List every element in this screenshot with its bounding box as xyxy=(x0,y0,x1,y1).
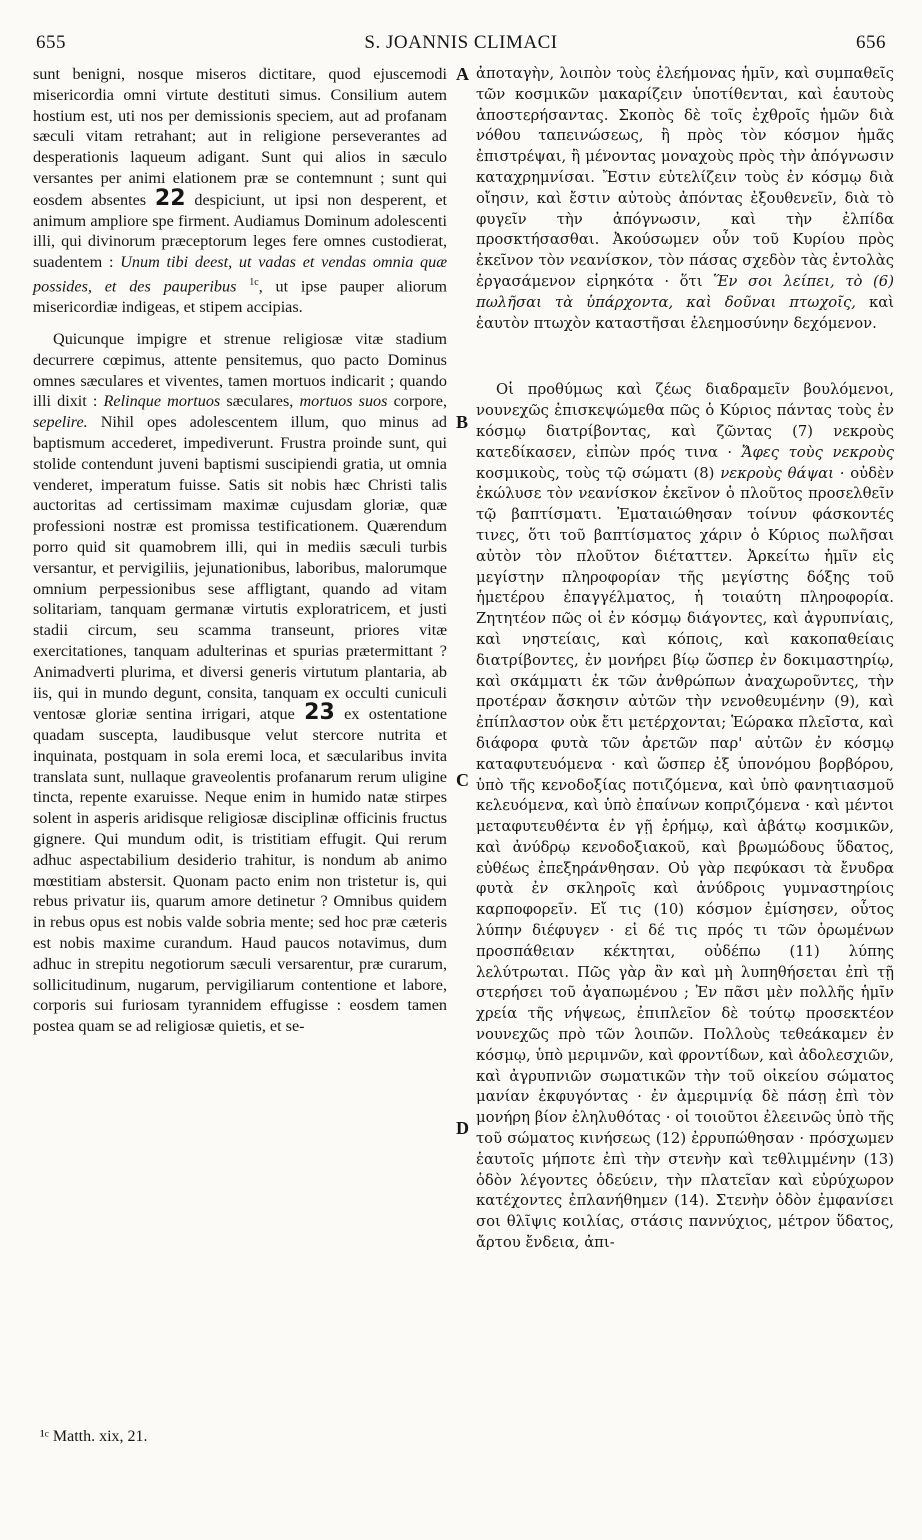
footnote-reference: 1c xyxy=(249,276,259,288)
margin-number-22: 22 xyxy=(154,185,186,211)
latin-text: ex ostentatione quadam suscepta, laudibusque velut stercore nutrita et inquinata, postquam in sola eremi loca, et sæcularibus invita translata sunt, nullaque graveolentis profanarum rerum uligine tincta, repente exaruisse. Neque enim in humido natæ stirpes solent in asperis aridisque religiosæ disciplinæ officinis fructus gignere. Qui mundum odit, is tristitiam effugit. Qui rerum adhuc aspectabilium desiderio trahitur, is nondum ab animo mœstitiam abstersit. Quonam pacto enim non tristetur is, qui rebus privatur iis, quarum amore detinetur ? Omnibus quidem in rebus opus est nobis valde sobria mente; sed hoc præ cæteris est nobis maxime curandum. Haud paucos notavimus, dum adhuc in strepitu negotiorum sæculi versarentur, præ curarum, sollicitudinum, nugarum, pervigiliarum contentione et labore, corporis sui furiosam tyrannidem effugisse : eosdem tamen postea quam se ad religiosæ quietis, et se- xyxy=(33,705,448,1036)
margin-letter-a: A xyxy=(456,64,469,84)
margin-letter-b: B xyxy=(456,412,469,432)
greek-text: Οἱ προθύμως καὶ ζέως διαδραμεῖν βουλόμενοι, νουνεχῶς ἐπισκεψώμεθα πῶς ὁ Κύριος πάντας τοὺς ἐν κόσμῳ διατρίβοντας, καὶ ζῶντας (7) νεκροὺς κατεδίκασεν, εἰπὼν πρός τινα · xyxy=(476,381,894,461)
latin-text: sunt benigni, nosque miseros dictitare, quod ejuscemodi misericordia omni virtute destituti simus. Consilium autem hostium est, uti nos per demissionis speciem, aut ad profanam sæculi vitam retrahant; aut in religione perseverantes ad desperationis laqueum adigant. Sunt qui alios in sæculo versantes per animi elationem præ se contemnunt ; sunt qui eosdem absentes xyxy=(33,65,447,209)
running-title: S. JOANNIS CLIMACI xyxy=(364,32,558,53)
greek-text: ἀποταγὴν, λοιπὸν τοὺς ἐλεήμονας ἡμῖν, καὶ συμπαθεῖς τῶν κοσμικῶν μακαρίζειν ὑποτίθενται, καὶ ἑαυτοὺς ἀποστερήσαντας. Σκοπὸς δὲ τοῖς ἐχθροῖς ἡμῶν διὰ νόθου ταπεινώσεως, ἢ πρὸς τὸν κόσμον ἡμᾶς ἐπιστρέψαι, ἢ μένοντας μοναχοὺς πρὸς τὴν ἀπόγνωσιν καταχρημνίσαι. Ἔστιν εὐτελίζειν τοὺς ἐν κόσμῳ διὰ οἴησιν, καὶ ἔστιν αὐτοὺς ἀπόντας ἐξουθενεῖν, διὰ τὸ φυγεῖν τὴν ἀπόγνωσιν, καὶ τὴν ἐλπίδα προσκτήσασθαι. Ἀκούσωμεν οὖν τοῦ Κυρίου πρὸς ἐκεῖνον τὸν νεανίσκον, τὸν πάσας σχεδὸν τὰς ἐντολὰς ἐργασάμενον εἰρηκότα · ὅτι xyxy=(476,65,894,290)
greek-scripture-quote: Ἄφες τοὺς νεκροὺς xyxy=(741,443,894,461)
greek-text: οὐδὲν ἐκώλυσε τὸν νεανίσκον ἐκεῖνον ὁ πλοῦτος προσελθεῖν τῷ βαπτίσματι. Ἐματαιώθησαν τοίνυν φάσκοντές τινες, ὅτι τοῦ βαπτίσματος χάριν ὁ Κύριος πωλῆσαι αὐτὸν τὸν πλοῦτον διέταττεν. Ἀρκείτω ἡμῖν εἰς μεγίστην πληροφορίαν τῆς μεγίστης δόξης τοῦ ἡμετέρου ἐπαγγέλματος, ἡ τοιαύτη πληροφορία. Ζητητέον πῶς οἱ ἐν κόσμῳ διάγοντες, καὶ ἀγρυπνίαις, καὶ νηστείαις, καὶ κόποις, καὶ κακοπαθείαις διατρίβοντες, ἐν μονήρει βίῳ ὥσπερ ἐν δοκιμαστηρίῳ, καὶ σκάμματι ἐκ τῶν ἀνθρώπων ἀναχωροῦντες, τὴν προτέραν ἄσκησιν αὐτῶν τὴν νενοθευμένην (9), καὶ ἐπίπλαστον οὐκ ἔτι μετέρχονται; Ἑώρακα πλεῖστα, καὶ διάφορα φυτὰ τῶν ἀρετῶν παρ' αὐτῶν ἐν κόσμῳ καταφυτευόμενα · καὶ ὥσπερ ἐξ ὑπονόμου βορβόρου, ὑπὸ τῆς κενοδοξίας ποτιζόμενα, καὶ ὑπὸ φανητιασμοῦ κελευόμενα, καὶ ὑπὸ ἐπαίνων κοπριζόμενα · καὶ μέντοι μεταφυτευθέντα ἐν γῇ ἐρήμῳ, καὶ ἀβάτῳ κοσμικῶν, καὶ ἀνύδρῳ κενοδοξιακοῦ, καὶ βρωμώδους ὕδατος, εὐθέως ἐπεξηράνθησαν. Οὐ γὰρ πεφύκασι τὰ ἔνυδρα φυτὰ ἐν σκληροῖς καὶ ἀνύδροις γυμναστηρίοις καρποφορεῖν. Εἴ τις (10) κόσμον ἐμίσησεν, οὗτος λύπην διέφυγεν · εἰ δέ τις πρός τι τῶν ὁρωμένων προσπάθειαν κέκτηται, οὐδέπω (11) λύπης λελύτρωται. Πῶς γὰρ ἂν καὶ μὴ λυπηθήσεται ἐπὶ τῇ στερήσει τοῦ ἀγαπωμένου ; Ἐν πᾶσι μὲν πολλῆς ἡμῖν χρεία τῆς νήψεως, ἐπιπλεῖον δὲ τούτῳ προσεκτέον νουνεχῶς πρὸ τῶν λοιπῶν. Πολλοὺς τεθεάκαμεν ἐν κόσμῳ, ὑπὸ μεριμνῶν, καὶ φροντίδων, καὶ ἀδολεσχιῶν, καὶ ἀγρυπνιῶν σωματικῶν τὴν τοῦ οἰκείου σώματος μανίαν ἐκφυγόντας · ἐν ἀμεριμνίᾳ δὲ πάσῃ ἐπὶ τὸν μονήρη βίον ἐληλυθότας · οἱ τοιοῦτοι ἐλεεινῶς ὑπὸ τῆς τοῦ σώματος κινήσεως (12) ἐρρυπώθησαν · πρόσχωμεν ἑαυτοῖς μήποτε ἐπὶ τὴν στενὴν καὶ τεθλιμμένην (13) ὁδὸν λέγοντες ὁδεύειν, τὴν πλατεῖαν καὶ εὐρύχωρον κατέχοντες ἐπλανήθημεν (14). Στενὴν ὁδὸν ἐμφανίσει σοι θλῖψις κοιλίας, στάσις παννύχιος, μέτρον ὕδατος, ἄρτου ἔνδεια, ἀπι- xyxy=(476,464,895,1252)
margin-letter-c: C xyxy=(456,770,469,790)
latin-text: Nihil opes adolescentem illum, quo minus ad baptismum accederet, impediverunt. Frustra proinde sunt, qui stolide contendunt juveni baptismi suscipiendi gratia, ut omnia venderet, imperatum fuisse. Satis sit nobis hæc Christi talis auctoritas ad certissimam maximæ cujusdam gloriæ, quæ professioni nostræ est promissa testificationem. Quærendum porro quid sit quamobrem illi, qui in mediis sæculi turbis versantur, et pervigiliis, jejunationibus, laboribus, malorumque omnium perpessionibus sese affligtant, quando ad vitam solitariam, tanquam germanæ virtutis exploratricem, et justi stadii circum, seu scamma transeunt, priores vitæ exercitationes, tanquam adulterinas et spurias prætermittant ? Animadverti plurima, et diversi generis virtutum plantaria, ab iis, qui in mundo degunt, consita, tanquam ex occulti cuniculi ventosæ gloriæ sentina irrigari, atque xyxy=(33,413,447,724)
latin-text: Quicunque impigre et strenue religiosæ vitæ stadium decurrere cœpimus, attente pensitemus, quo pacto Dominus omnes sæculares et viventes, tamen mortuos indicarit ; quando illi dixit : xyxy=(33,329,447,411)
greek-paragraph xyxy=(476,64,894,334)
greek-scripture-quote: νεκροὺς θάψαι · xyxy=(720,464,845,482)
latin-scripture-quote: Unum tibi deest, ut vadas et vendas omnia quæ possides, et des pauperibus xyxy=(33,253,448,296)
latin-paragraph xyxy=(33,329,447,1037)
latin-scripture-quote: Relinque mortuos xyxy=(103,392,221,411)
latin-scripture-quote: sepelire. xyxy=(33,413,88,432)
right-page-number: 656 xyxy=(856,32,886,53)
latin-column xyxy=(33,64,447,1037)
greek-scripture-quote: Ἕν σοι λείπει, τὸ (6) πωλῆσαι τὰ ὑπάρχοντα, καὶ δοῦναι πτωχοῖς, xyxy=(476,272,894,311)
latin-paragraph xyxy=(33,64,447,318)
latin-text: , ut ipse pauper aliorum misericordiæ indigeas, et stipem accipias. xyxy=(33,277,448,317)
page-header xyxy=(28,32,894,60)
latin-text: sæculares, xyxy=(226,392,294,411)
greek-column xyxy=(476,64,894,1254)
left-page-number: 655 xyxy=(36,32,66,53)
latin-scripture-quote: mortuos suos xyxy=(299,392,388,411)
margin-letter-d: D xyxy=(456,1118,469,1138)
footnote: ¹ᶜ Matth. xix, 21. xyxy=(40,1428,148,1445)
greek-text: κοσμικοὺς, τοὺς τῷ σώματι (8) xyxy=(476,464,715,482)
margin-number-23: 23 xyxy=(304,700,335,726)
greek-text: καὶ ἑαυτὸν πτωχὸν καταστῆσαι ἐλεημοσύνην δεχόμενον. xyxy=(476,293,894,332)
greek-paragraph xyxy=(476,380,894,1253)
latin-text: corpore, xyxy=(393,392,448,411)
latin-text: despiciunt, ut ipsi non desperent, et animum ampliore spe firment. Audiamus Dominum adolescenti illi, qui divinorum præceptorum leges fere omnes custodierat, suadentem : xyxy=(33,190,447,272)
